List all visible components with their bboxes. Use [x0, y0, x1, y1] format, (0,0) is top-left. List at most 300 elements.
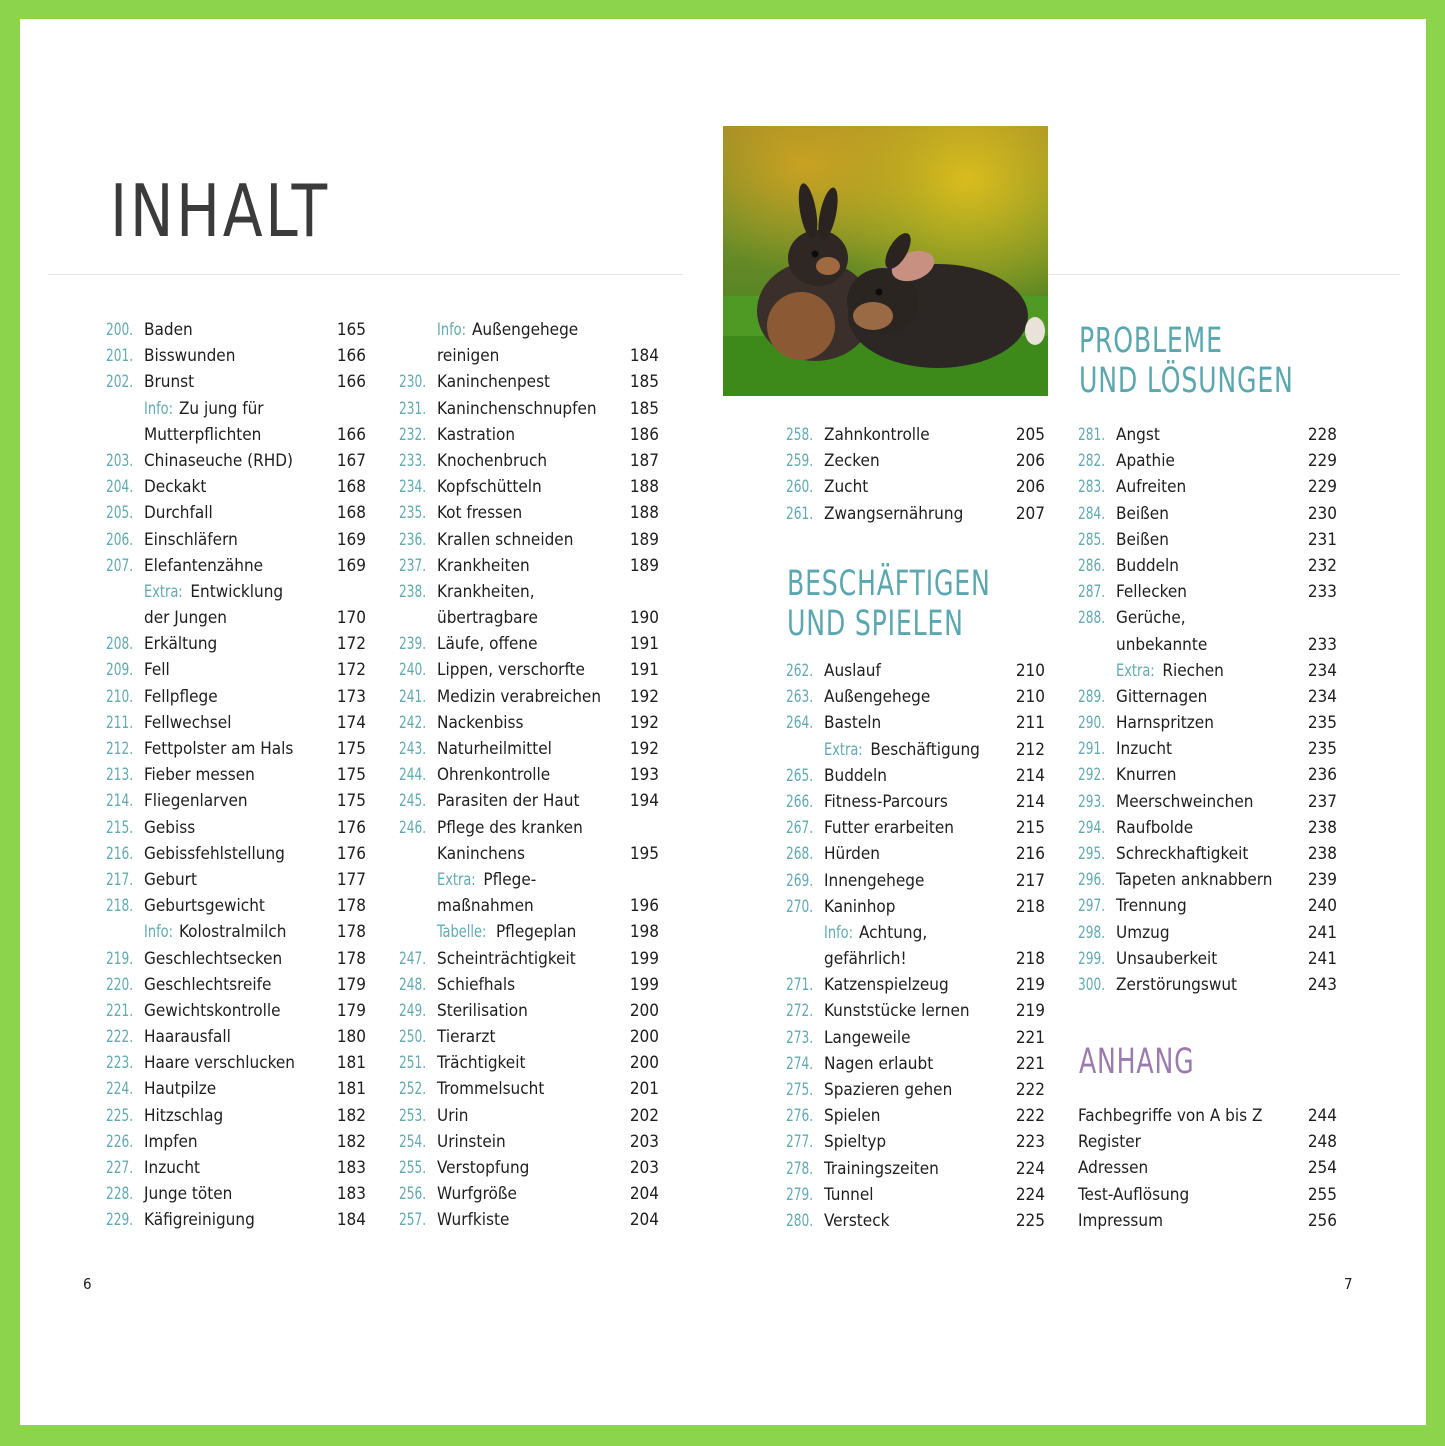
entry-title: [144, 448, 293, 474]
entry-title: [824, 998, 970, 1024]
entry-text: Adressen: [1078, 1158, 1149, 1179]
section-heading-line: ANHANG: [1079, 1042, 1195, 1082]
entry-page: 241: [1307, 922, 1337, 943]
entry-number: 211.: [106, 712, 134, 732]
entry-title: [1116, 632, 1207, 658]
entry-text: Trommelsucht: [437, 1079, 545, 1100]
entry-title: [437, 527, 573, 553]
entry-text: Fitness-Parcours: [824, 791, 948, 812]
entry-text: Nagen erlaubt: [824, 1053, 934, 1074]
entry-page: 181: [336, 1079, 366, 1100]
entry-number: 208.: [106, 634, 134, 654]
entry-page: 222: [1015, 1106, 1045, 1127]
entry-number: 228.: [106, 1184, 134, 1204]
toc-entry: [106, 317, 366, 343]
entry-title: [824, 815, 954, 841]
entry-text: Entwicklung: [190, 581, 284, 602]
entry-page: 178: [336, 922, 366, 943]
entry-text: Zwangsernährung: [824, 503, 964, 524]
entry-page: 233: [1307, 582, 1337, 603]
title-rule-right: [1048, 274, 1400, 275]
entry-title: [144, 474, 206, 500]
toc-column-3a: [786, 422, 1045, 527]
rabbit-photo: [723, 126, 1048, 396]
toc-entry: [1078, 501, 1337, 527]
entry-number: 217.: [106, 869, 134, 889]
entry-text: Brunst: [144, 372, 195, 393]
entry-text: Tunnel: [824, 1184, 874, 1205]
entry-text: Futter erarbeiten: [824, 818, 954, 839]
entry-number: 275.: [786, 1080, 814, 1099]
toc-entry: [1078, 474, 1337, 500]
entry-title: [1116, 841, 1248, 867]
entry-text: Pflege-: [483, 869, 537, 890]
entry-page: 194: [629, 791, 659, 812]
entry-page: 184: [336, 1210, 366, 1231]
entry-page: 222: [1015, 1080, 1045, 1100]
entry-page: 203: [629, 1158, 659, 1178]
toc-entry: [1078, 1103, 1337, 1129]
entry-number: 258.: [786, 425, 814, 444]
entry-text: Gewichtskontrolle: [144, 1000, 281, 1021]
entry-number: 255.: [399, 1158, 427, 1177]
toc-entry: [106, 684, 366, 710]
toc-entry: [106, 893, 366, 919]
entry-page: 225: [1015, 1210, 1045, 1231]
entry-text: Impfen: [144, 1131, 198, 1152]
toc-entry: [106, 631, 366, 657]
entry-page: 185: [629, 372, 659, 393]
toc-entry: [1078, 736, 1337, 762]
entry-text: Spazieren gehen: [824, 1080, 953, 1100]
entry-page: 229: [1307, 477, 1337, 498]
toc-entry: [786, 1156, 1045, 1182]
entry-text: Kopfschütteln: [437, 477, 542, 498]
entry-title: [824, 1025, 911, 1051]
entry-page: 173: [336, 686, 366, 707]
toc-entry: [106, 788, 366, 814]
entry-text: Haare verschlucken: [144, 1053, 295, 1074]
entry-page: 243: [1307, 974, 1337, 995]
entry-text: unbekannte: [1116, 634, 1208, 655]
entry-number: 268.: [786, 844, 814, 864]
entry-text: Wurfkiste: [437, 1210, 510, 1231]
entry-page: 180: [336, 1027, 366, 1048]
entry-text: Kaninchenschnupfen: [437, 398, 597, 419]
entry-text: Krankheiten,: [437, 581, 535, 602]
entry-title: [437, 1076, 544, 1102]
entry-title: [1116, 972, 1237, 998]
entry-title: [437, 396, 597, 422]
entry-page: 192: [629, 739, 659, 759]
entry-title: [437, 736, 552, 762]
entry-title: [824, 1208, 889, 1234]
toc-entry: [399, 919, 659, 945]
entry-text: Läufe, offene: [437, 634, 538, 655]
entry-text: Fellpflege: [144, 686, 218, 707]
entry-text: Buddeln: [1116, 555, 1179, 576]
entry-page: 183: [336, 1184, 366, 1205]
toc-entry: [1078, 762, 1337, 788]
entry-text: Spielen: [824, 1106, 881, 1127]
entry-number: 235.: [399, 503, 427, 523]
section-heading-probleme: [1079, 321, 1294, 401]
entry-title: [1078, 1182, 1189, 1208]
toc-entry: [106, 1024, 366, 1050]
entry-number: 215.: [106, 817, 134, 837]
toc-entry: [399, 893, 659, 919]
entry-page: 182: [336, 1105, 366, 1126]
entry-page: 235: [1307, 713, 1337, 734]
entry-text: Geschlechtsecken: [144, 948, 283, 969]
entry-number: 243.: [399, 739, 427, 758]
entry-title: [824, 868, 924, 894]
entry-text: Elefantenzähne: [144, 555, 264, 576]
entry-title: [144, 919, 286, 945]
toc-entry: [786, 920, 1045, 946]
toc-entry: [399, 343, 659, 369]
section-heading-line: UND LÖSUNGEN: [1079, 361, 1294, 401]
toc-entry: [106, 500, 366, 526]
toc-entry: [786, 972, 1045, 998]
entry-title: [437, 369, 550, 395]
entry-number: 274.: [786, 1053, 814, 1073]
entry-number: 200.: [106, 320, 134, 339]
entry-text: Gitternagen: [1116, 686, 1208, 707]
entry-title: [824, 789, 948, 815]
entry-number: 272.: [786, 1001, 814, 1021]
entry-number: 277.: [786, 1132, 814, 1152]
entry-number: 271.: [786, 975, 814, 995]
entry-page: 195: [629, 843, 659, 864]
toc-entry: [786, 1208, 1045, 1234]
entry-page: 168: [336, 503, 366, 524]
entry-number: 291.: [1078, 739, 1106, 759]
entry-text: Basteln: [824, 713, 882, 734]
entry-number: 220.: [106, 974, 134, 994]
entry-number: 209.: [106, 660, 134, 680]
toc-entry: [106, 815, 366, 841]
toc-entry: [1078, 789, 1337, 815]
entry-prefix: Extra:: [144, 581, 183, 602]
entry-title: [1078, 1129, 1141, 1155]
entry-title: [144, 946, 282, 972]
entry-title: [437, 1050, 525, 1076]
entry-text: Bisswunden: [144, 346, 236, 367]
entry-text: Nackenbiss: [437, 712, 524, 733]
entry-text: Erkältung: [144, 634, 218, 655]
toc-entry: [106, 1155, 366, 1181]
entry-title: [1116, 710, 1214, 736]
entry-page: 238: [1307, 817, 1337, 838]
entry-title: [144, 396, 264, 422]
toc-entry: [786, 789, 1045, 815]
entry-title: [144, 998, 281, 1024]
entry-title: [824, 422, 930, 448]
entry-page: 189: [629, 529, 659, 550]
entry-number: 253.: [399, 1105, 427, 1125]
entry-prefix: Info:: [437, 320, 466, 340]
entry-text: Kaninchenpest: [437, 372, 551, 393]
toc-entry: [1078, 605, 1337, 631]
entry-title: [824, 448, 880, 474]
entry-number: 267.: [786, 818, 814, 838]
entry-number: 280.: [786, 1210, 814, 1230]
toc-entry: [106, 579, 366, 605]
entry-text: Schreckhaftigkeit: [1116, 844, 1249, 864]
toc-entry: [106, 343, 366, 369]
entry-title: [144, 1181, 232, 1207]
entry-page: 206: [1015, 451, 1045, 472]
entry-title: [144, 762, 255, 788]
entry-number: 263.: [786, 687, 814, 707]
page-number-left: 6: [83, 1275, 92, 1293]
entry-number: 266.: [786, 791, 814, 811]
entry-text: Trächtigkeit: [437, 1053, 526, 1074]
toc-entry: [399, 762, 659, 788]
entry-page: 199: [629, 948, 659, 969]
entry-title: [144, 605, 227, 631]
entry-page: 186: [629, 424, 659, 445]
entry-number: 212.: [106, 739, 134, 758]
entry-page: 170: [336, 608, 366, 629]
entry-title: [437, 1103, 468, 1129]
entry-number: 297.: [1078, 896, 1106, 916]
entry-text: Fell: [144, 660, 170, 681]
entry-text: Zerstörungswut: [1116, 974, 1238, 995]
toc-entry: [1078, 815, 1337, 841]
entry-page: 198: [629, 922, 659, 943]
entry-page: 224: [1015, 1184, 1045, 1205]
entry-title: [437, 605, 538, 631]
toc-entry: [106, 841, 366, 867]
toc-entry: [399, 815, 659, 841]
entry-page: 205: [1015, 425, 1045, 445]
entry-page: 192: [629, 712, 659, 733]
entry-number: 225.: [106, 1105, 134, 1125]
entry-page: 221: [1015, 1027, 1045, 1048]
entry-text: Lippen, verschorfte: [437, 660, 585, 681]
toc-entry: [786, 1103, 1045, 1129]
toc-entry: [1078, 972, 1337, 998]
entry-title: [437, 867, 536, 893]
toc-entry: [399, 788, 659, 814]
toc-entry: [106, 527, 366, 553]
toc-entry: [106, 1050, 366, 1076]
entry-text: Schiefhals: [437, 974, 516, 995]
toc-entry: [1078, 553, 1337, 579]
entry-title: [144, 631, 217, 657]
entry-number: 241.: [399, 686, 427, 706]
entry-text: Fellwechsel: [144, 712, 232, 733]
entry-page: 169: [336, 555, 366, 576]
entry-title: [437, 1181, 517, 1207]
entry-number: 233.: [399, 450, 427, 470]
entry-text: Urin: [437, 1105, 469, 1126]
entry-number: 216.: [106, 843, 134, 863]
entry-text: Verstopfung: [437, 1158, 530, 1178]
entry-prefix: Extra:: [1116, 660, 1155, 681]
entry-text: Mutterpflichten: [144, 424, 262, 445]
entry-text: Auslauf: [824, 661, 881, 681]
toc-entry: [1078, 684, 1337, 710]
entry-text: Sterilisation: [437, 1000, 528, 1021]
entry-title: [437, 579, 535, 605]
entry-page: 211: [1015, 713, 1045, 734]
entry-page: 207: [1015, 503, 1045, 524]
entry-title: [1116, 867, 1273, 893]
entry-title: [824, 684, 930, 710]
entry-text: Fellecken: [1116, 582, 1187, 603]
entry-title: [144, 736, 293, 762]
entry-title: [1116, 893, 1187, 919]
entry-number: 224.: [106, 1079, 134, 1099]
entry-text: Kot fressen: [437, 503, 523, 524]
entry-title: [144, 972, 271, 998]
entry-title: [437, 1129, 506, 1155]
entry-prefix: Info:: [144, 398, 173, 419]
entry-title: [144, 500, 213, 526]
toc-column-1: [106, 317, 366, 1234]
entry-number: 250.: [399, 1027, 427, 1047]
toc-entry: [1078, 527, 1337, 553]
entry-text: Zu jung für: [178, 398, 264, 419]
toc-entry: [106, 736, 366, 762]
toc-entry: [1078, 841, 1337, 867]
entry-title: [144, 1129, 198, 1155]
toc-entry: [106, 1181, 366, 1207]
entry-text: Deckakt: [144, 477, 207, 498]
toc-entry: [399, 736, 659, 762]
entry-number: 300.: [1078, 974, 1106, 994]
entry-page: 178: [336, 948, 366, 969]
toc-entry: [786, 501, 1045, 527]
entry-number: 254.: [399, 1131, 427, 1151]
entry-number: 239.: [399, 634, 427, 654]
two-rabbits-image: [723, 126, 1048, 396]
entry-title: [144, 1207, 255, 1233]
entry-number: 269.: [786, 870, 814, 890]
entry-text: Impressum: [1078, 1210, 1163, 1231]
entry-page: 175: [336, 739, 366, 759]
entry-page: 203: [629, 1131, 659, 1152]
entry-title: [824, 1129, 886, 1155]
entry-number: 259.: [786, 451, 814, 471]
entry-title: [824, 920, 927, 946]
toc-entry: [786, 422, 1045, 448]
section-heading-line: UND SPIELEN: [787, 604, 964, 644]
toc-entry: [399, 684, 659, 710]
toc-entry: [786, 894, 1045, 920]
toc-entry: [399, 500, 659, 526]
section-heading-line: BESCHÄFTIGEN: [787, 564, 991, 604]
entry-title: [437, 841, 525, 867]
entry-title: [824, 1103, 880, 1129]
entry-text: übertragbare: [437, 608, 538, 629]
entry-page: 188: [629, 477, 659, 498]
entry-page: 200: [629, 1053, 659, 1074]
entry-page: 210: [1015, 687, 1045, 708]
entry-page: 166: [336, 372, 366, 393]
entry-number: 249.: [399, 1000, 427, 1020]
entry-page: 202: [629, 1105, 659, 1126]
entry-number: 223.: [106, 1053, 134, 1073]
toc-column-2: [399, 317, 659, 1234]
entry-text: Zecken: [824, 451, 880, 472]
entry-text: Gerüche,: [1116, 608, 1186, 629]
toc-entry: [399, 369, 659, 395]
entry-text: Gebissfehlstellung: [144, 843, 285, 864]
entry-title: [1116, 736, 1172, 762]
entry-text: Raufbolde: [1116, 817, 1194, 838]
entry-number: 246.: [399, 817, 427, 837]
entry-number: 283.: [1078, 477, 1106, 497]
toc-entry: [106, 1076, 366, 1102]
entry-number: 202.: [106, 372, 134, 392]
entry-text: Kaninhop: [824, 896, 896, 917]
toc-entry: [399, 1050, 659, 1076]
entry-title: [1116, 501, 1169, 527]
entry-text: Spieltyp: [824, 1132, 887, 1153]
toc-entry: [399, 605, 659, 631]
entry-title: [144, 579, 283, 605]
entry-page: 235: [1307, 739, 1337, 760]
entry-text: Durchfall: [144, 503, 213, 524]
entry-text: Medizin verabreichen: [437, 686, 602, 707]
entry-page: 201: [629, 1079, 659, 1100]
entry-number: 287.: [1078, 582, 1106, 602]
entry-text: Käfigreinigung: [144, 1210, 255, 1231]
entry-number: 234.: [399, 477, 427, 497]
toc-entry: [106, 972, 366, 998]
entry-page: 230: [1307, 503, 1337, 524]
entry-page: 168: [336, 477, 366, 498]
entry-title: [824, 1156, 939, 1182]
entry-title: [1116, 658, 1224, 684]
entry-number: 265.: [786, 765, 814, 785]
entry-title: [437, 500, 522, 526]
entry-title: [1078, 1155, 1148, 1181]
entry-title: [1116, 605, 1186, 631]
entry-page: 177: [336, 869, 366, 890]
entry-text: Außengehege: [471, 320, 579, 340]
entry-page: 236: [1307, 765, 1337, 786]
entry-number: 257.: [399, 1210, 427, 1230]
entry-title: [824, 474, 868, 500]
entry-title: [437, 631, 538, 657]
toc-entry: [399, 631, 659, 657]
entry-title: [144, 1050, 295, 1076]
entry-title: [437, 422, 515, 448]
entry-page: 185: [629, 398, 659, 419]
toc-entry: [1078, 1155, 1337, 1181]
entry-prefix: Info:: [144, 922, 173, 943]
entry-title: [1078, 1103, 1262, 1129]
entry-page: 223: [1015, 1132, 1045, 1153]
entry-page: 218: [1015, 896, 1045, 917]
toc-entry: [1078, 920, 1337, 946]
entry-page: 175: [336, 765, 366, 786]
entry-number: 273.: [786, 1027, 814, 1047]
entry-number: 210.: [106, 686, 134, 706]
entry-text: Geburtsgewicht: [144, 896, 265, 917]
toc-entry: [1078, 1208, 1337, 1234]
entry-page: 254: [1307, 1158, 1337, 1179]
entry-page: 169: [336, 529, 366, 550]
entry-text: Wurfgröße: [437, 1184, 517, 1205]
entry-title: [1116, 474, 1186, 500]
toc-entry: [786, 841, 1045, 867]
